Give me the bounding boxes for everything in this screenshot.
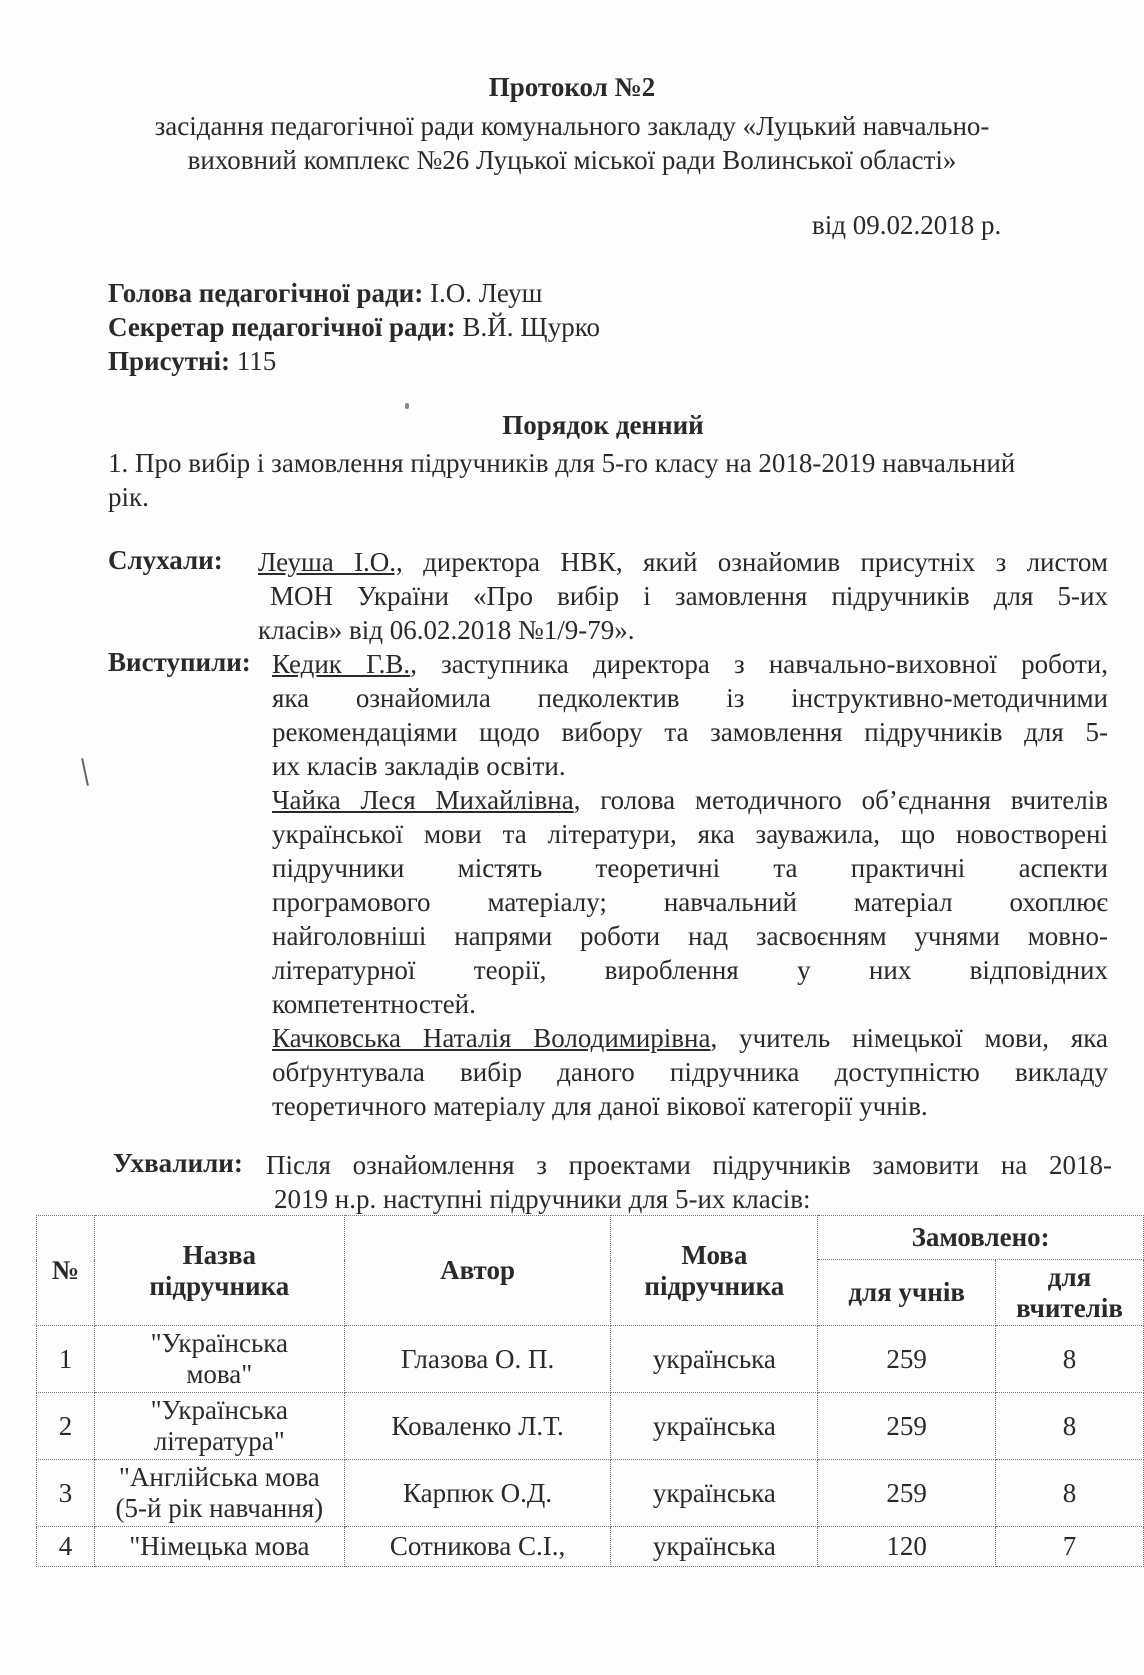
speaker2-line-5: найголовніші напрями роботи над засвоєнням учнями мовно- — [272, 921, 1108, 951]
cell-students: 259 — [818, 1393, 996, 1460]
cell-title-l2: (5-й рік навчання) — [115, 1493, 324, 1523]
heard-line-2: МОН України «Про вибір і замовлення підручників для 5-их — [270, 581, 1108, 611]
secretary-value: В.Й. Щурко — [462, 312, 601, 342]
heard-label: Слухали: — [108, 545, 223, 575]
cell-author: Карпюк О.Д. — [344, 1460, 611, 1527]
col-header-ordered: Замовлено: — [818, 1216, 1144, 1260]
cell-author: Глазова О. П. — [344, 1326, 611, 1393]
heard-line-1-text: директора НВК, який ознайомив присутніх з листом — [402, 547, 1109, 577]
cell-num: 2 — [37, 1393, 95, 1460]
col-header-lang-l2: підручника — [644, 1270, 785, 1301]
col-header-title — [94, 1216, 344, 1326]
speaker1-line-4: их класів закладів освіти. — [272, 751, 566, 781]
col-header-students: для учнів — [818, 1260, 996, 1326]
cell-teachers: 7 — [996, 1527, 1144, 1567]
decided-block — [266, 1148, 1112, 1216]
speaker1-line-1-text: , заступника директора з навчально-виховної роботи, — [410, 649, 1108, 679]
cell-title: "Німецька мова — [94, 1527, 344, 1567]
present-value: 115 — [236, 346, 277, 376]
speaker1-line-2: яка ознайомила педколектив із інструктивно-методичними — [272, 683, 1108, 713]
speaker3-line-1-text: , учитель німецької мови, яка — [710, 1023, 1108, 1053]
cell-title-l2: мова" — [186, 1359, 253, 1389]
spoke-label: Виступили: — [108, 647, 251, 677]
cell-title-l1: "Українська — [150, 1395, 288, 1425]
secretary-line — [108, 312, 600, 343]
col-header-num: № — [37, 1216, 95, 1326]
col-header-language — [611, 1216, 818, 1326]
present-label: Присутні: — [108, 346, 231, 376]
heard-line-3: класів» від 06.02.2018 №1/9-79». — [258, 615, 635, 645]
decided-line-2: 2019 н.р. наступні підручники для 5-их класів: — [274, 1184, 811, 1214]
document-subtitle-line-1: засідання педагогічної ради комунального закладу «Луцький навчально- — [154, 111, 990, 141]
col-header-teachers — [996, 1260, 1144, 1326]
speaker3-name: Качковська Наталія Володимирівна — [272, 1023, 711, 1053]
table-row — [37, 1527, 1144, 1567]
spoke-block — [272, 647, 1108, 1123]
document-title: Протокол №2 — [488, 72, 656, 102]
col-header-title-l2: підручника — [149, 1270, 290, 1301]
cell-num: 1 — [37, 1326, 95, 1393]
pen-mark — [81, 758, 89, 786]
speaker2-line-1 — [272, 783, 1108, 817]
col-header-author: Автор — [344, 1216, 611, 1326]
speaker2-line-3: підручники містять теоретичні та практичні аспекти — [272, 853, 1108, 883]
present-line — [108, 346, 276, 377]
secretary-label: Секретар педагогічної ради: — [108, 312, 456, 342]
cell-language: українська — [611, 1326, 818, 1393]
heard-block — [258, 545, 1108, 647]
speaker2-line-7: компетентностей. — [272, 989, 476, 1019]
heard-name: Леуша І.О., — [258, 547, 403, 577]
agenda-item — [108, 446, 1110, 514]
cell-num: 3 — [37, 1460, 95, 1527]
chair-label: Голова педагогічної ради: — [108, 278, 424, 308]
col-header-teachers-l2: вчителів — [1016, 1292, 1123, 1323]
table-row — [37, 1393, 1144, 1460]
chair-line — [108, 278, 542, 309]
cell-author: Коваленко Л.Т. — [344, 1393, 611, 1460]
cell-teachers: 8 — [996, 1326, 1144, 1393]
cell-title-l2: література" — [153, 1426, 285, 1456]
heard-line-1 — [258, 545, 1108, 579]
table-row — [37, 1326, 1144, 1393]
cell-students: 259 — [818, 1326, 996, 1393]
table-row — [37, 1460, 1144, 1527]
chair-value: І.О. Леуш — [429, 278, 543, 308]
cell-teachers: 8 — [996, 1460, 1144, 1527]
cell-title-l1: "Українська — [150, 1328, 288, 1358]
document-date: від 09.02.2018 р. — [812, 210, 1002, 240]
cell-title — [94, 1326, 344, 1393]
document-subtitle-line-2: виховний комплекс №26 Луцької міської ради Волинської області» — [187, 145, 957, 175]
cell-num: 4 — [37, 1527, 95, 1567]
cell-title-l1: "Англійська мова — [118, 1462, 320, 1492]
col-header-title-l1: Назва — [182, 1239, 257, 1270]
cell-language: українська — [611, 1393, 818, 1460]
cell-author: Сотникова С.І., — [344, 1527, 611, 1567]
speaker2-line-6: літературної теорії, вироблення у них відповідних — [272, 955, 1108, 985]
decided-label: Ухвалили: — [113, 1148, 243, 1178]
cell-language: українська — [611, 1460, 818, 1527]
cell-language: українська — [611, 1527, 818, 1567]
speaker1-line-1 — [272, 647, 1108, 681]
cell-students: 259 — [818, 1460, 996, 1527]
agenda-heading: Порядок денний — [502, 410, 704, 440]
speaker1-line-3: рекомендаціями щодо вибору та замовлення підручників для 5- — [272, 717, 1108, 747]
speaker2-line-2: української мови та літератури, яка зауважила, що новостворені — [272, 819, 1108, 849]
cell-title — [94, 1460, 344, 1527]
scan-speck — [405, 403, 409, 409]
speaker2-line-1-text: , голова методичного об’єднання вчителів — [573, 785, 1108, 815]
speaker1-name: Кедик Г.В. — [272, 649, 411, 679]
speaker2-line-4: програмового матеріалу; навчальний матеріал охоплює — [272, 887, 1108, 917]
agenda-item-cont: рік. — [108, 482, 149, 512]
speaker3-line-2: обґрунтувала вибір даного підручника доступністю викладу — [272, 1057, 1108, 1087]
agenda-item-text: 1. Про вибір і замовлення підручників для 5-го класу на 2018-2019 навчальний — [108, 448, 1016, 478]
col-header-teachers-l1: для — [1047, 1261, 1092, 1292]
speaker3-line-3: теоретичного матеріалу для даної вікової категорії учнів. — [272, 1091, 928, 1121]
cell-teachers: 8 — [996, 1393, 1144, 1460]
decided-line-1: Після ознайомлення з проектами підручників замовити на 2018- — [266, 1150, 1112, 1180]
speaker2-name: Чайка Леся Михайлівна — [272, 785, 574, 815]
textbooks-table — [36, 1215, 1144, 1567]
cell-title — [94, 1393, 344, 1460]
col-header-lang-l1: Мова — [681, 1239, 748, 1270]
cell-students: 120 — [818, 1527, 996, 1567]
speaker3-line-1 — [272, 1021, 1108, 1055]
